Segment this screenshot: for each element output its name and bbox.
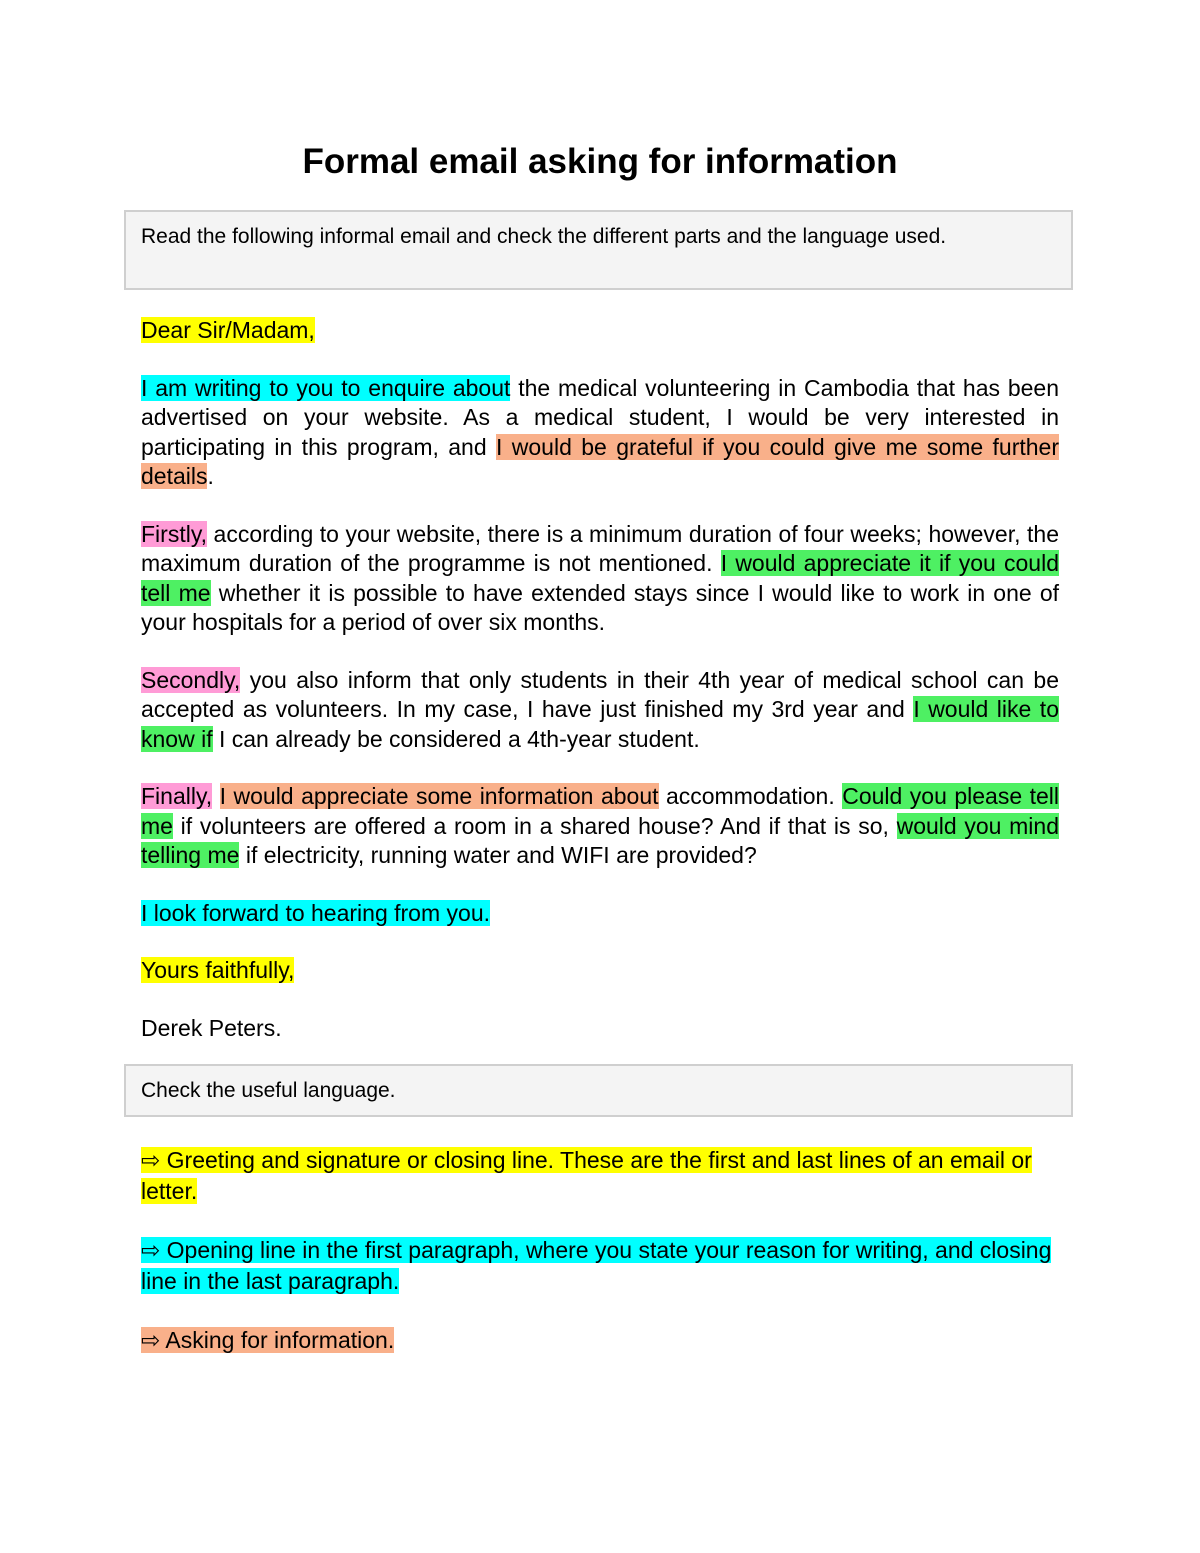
indirect-question-3: Could you please tell me [141, 783, 1060, 839]
paragraph-1-text: the medical volunteering in Cambodia that has been advertised on your website. As a medical student, I would be very interested in participating in this program, and [141, 374, 1059, 460]
greeting-line [141, 316, 1059, 346]
useful-language-box [124, 1064, 1073, 1117]
paragraph-1-end: . [207, 463, 214, 489]
opening-phrase: I am writing to you to enquire about [141, 374, 511, 401]
instruction-text: Read the following informal email and check the different parts and the language used. [141, 225, 947, 248]
paragraph-4-text-2: if volunteers are offered a room in a shared house? And if that is so, [172, 812, 897, 839]
indirect-question-2: I would like to know if [141, 696, 1059, 752]
request-phrase-1: I would be grateful if you could give me some further details [141, 433, 1059, 489]
useful-language-text: Check the useful language. [141, 1079, 396, 1102]
legend-item-asking [141, 1325, 1059, 1356]
paragraph-4 [141, 782, 1059, 871]
closing-line: I look forward to hearing from you. [141, 899, 490, 926]
sign-off: Yours faithfully, [141, 957, 295, 983]
signature: Derek Peters. [141, 1014, 282, 1041]
paragraph-4-text-1: accommodation. [658, 783, 843, 809]
legend-text-1: Greeting and signature or closing line. These are the first and last lines of an email or letter. [141, 1147, 1032, 1204]
sign-off-line [141, 956, 1059, 986]
paragraph-4-space [212, 783, 219, 809]
paragraph-2-end: whether it is possible to have extended stays since I would like to work in one of your hospitals for a period of over six months. [141, 579, 1060, 635]
signature-line [141, 1014, 1059, 1044]
indirect-question-4: would you mind telling me [141, 812, 1059, 868]
paragraph-3-text: you also inform that only students in their 4th year of medical school can be accepted as volunteers. In my case, I have just finished my 3rd year and [141, 666, 1059, 722]
greeting: Dear Sir/Madam, [141, 317, 315, 343]
request-phrase-2: I would appreciate some information about [219, 783, 659, 809]
instruction-box [124, 210, 1073, 290]
linker-secondly: Secondly, [141, 666, 241, 693]
arrow-right-icon: ⇨ [141, 1327, 161, 1353]
legend-highlight-orange [141, 1327, 394, 1353]
page-title: Formal email asking for information [302, 142, 898, 181]
legend-highlight-yellow [141, 1147, 1032, 1204]
arrow-right-icon: ⇨ [141, 1237, 161, 1263]
legend-text-2: Opening line in the first paragraph, where you state your reason for writing, and closing line in the last paragraph. [141, 1237, 1052, 1294]
paragraph-3 [141, 666, 1059, 755]
indirect-question-1: I would appreciate it if you could tell me [141, 550, 1059, 606]
legend-item-greeting [141, 1145, 1059, 1207]
email-letter [141, 316, 1059, 1071]
legend-text-3: Asking for information. [160, 1327, 395, 1353]
paragraph-3-end: I can already be considered a 4th-year student. [212, 725, 700, 752]
paragraph-2-text: according to your website, there is a minimum duration of four weeks; however, the maximum duration of the programme is not mentioned. [141, 520, 1059, 576]
legend-highlight-cyan [141, 1237, 1051, 1294]
arrow-right-icon: ⇨ [141, 1147, 161, 1173]
legend-item-opening [141, 1235, 1059, 1297]
linker-firstly: Firstly, [141, 520, 208, 547]
legend [141, 1145, 1059, 1384]
linker-finally: Finally, [141, 783, 213, 809]
paragraph-4-end: if electricity, running water and WIFI are provided? [239, 842, 757, 868]
paragraph-2 [141, 520, 1059, 638]
paragraph-1 [141, 374, 1059, 492]
closing-paragraph [141, 899, 1059, 929]
